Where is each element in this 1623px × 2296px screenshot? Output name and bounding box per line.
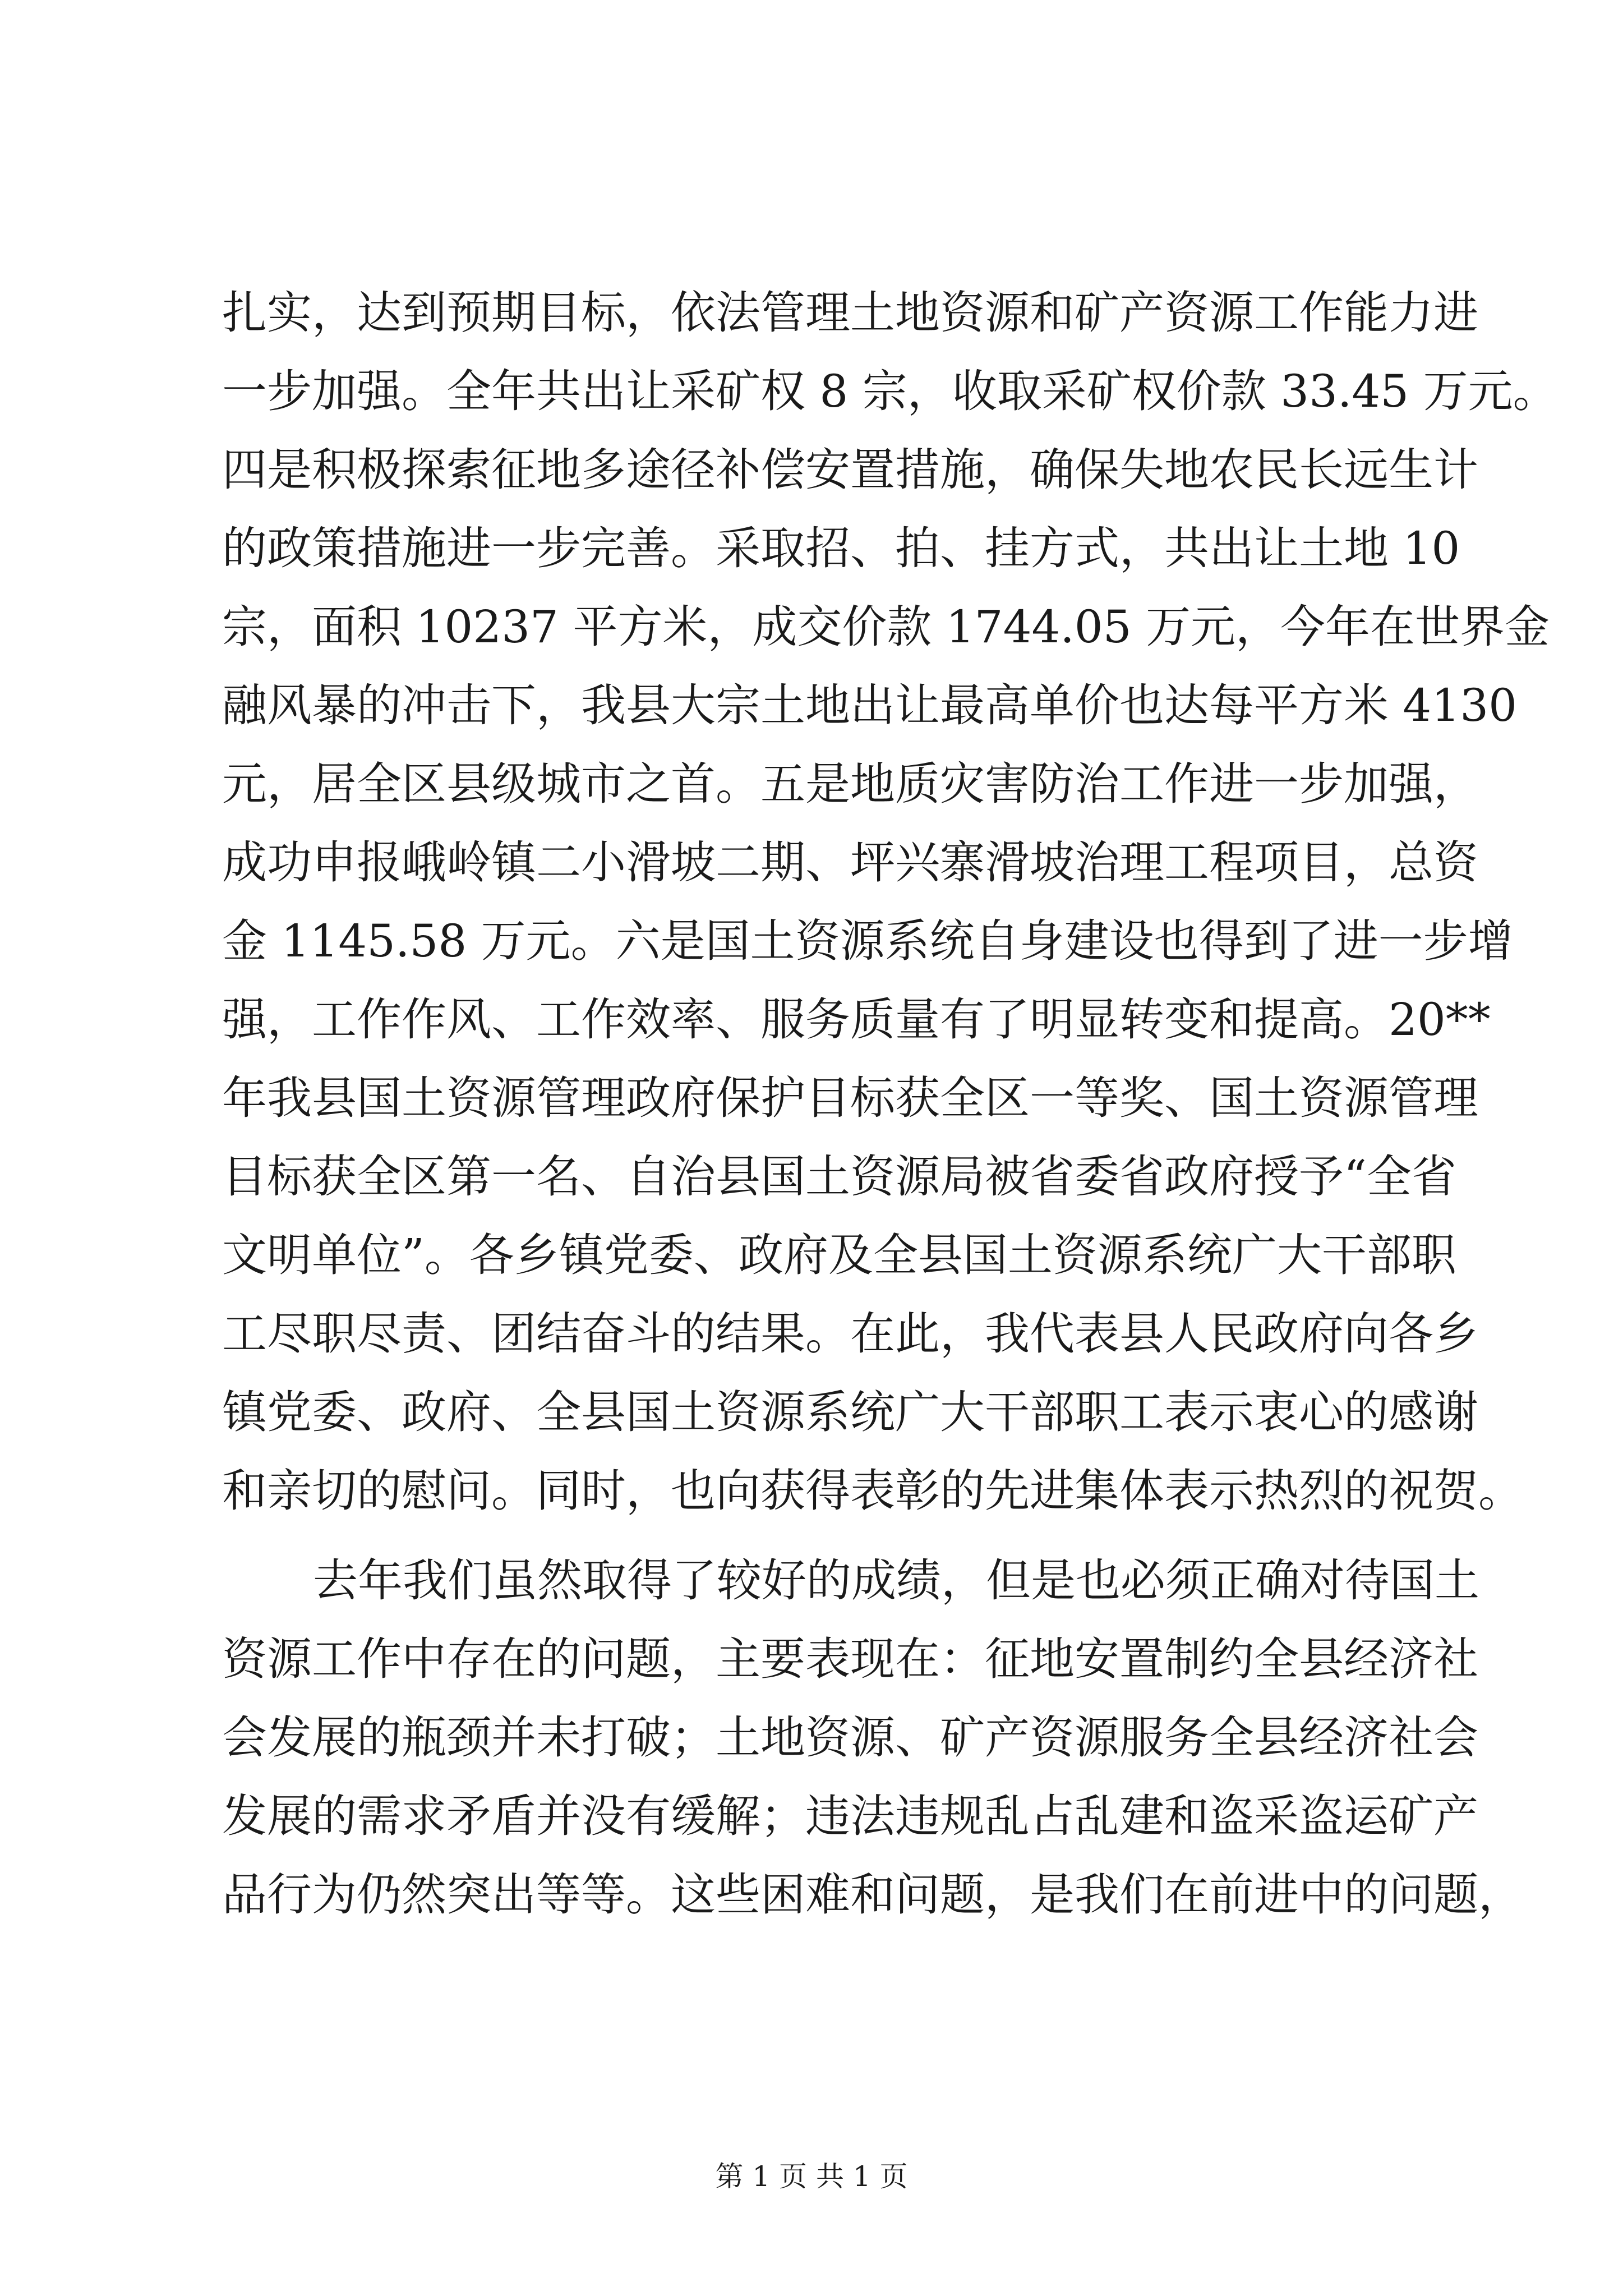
text-line: 成功申报峨岭镇二小滑坡二期、坪兴寨滑坡治理工程项目，总资: [222, 836, 1478, 889]
text-line: 年我县国土资源管理政府保护目标获全区一等奖、国土资源管理: [222, 1072, 1478, 1124]
text-line: 元，居全区县级城市之首。五是地质灾害防治工作进一步加强，: [222, 758, 1478, 810]
text-line: 资源工作中存在的问题，主要表现在：征地安置制约全县经济社: [222, 1633, 1478, 1685]
text-line: 镇党委、政府、全县国土资源系统广大干部职工表示衷心的感谢: [222, 1386, 1478, 1438]
text-line: 会发展的瓶颈并未打破；土地资源、矿产资源服务全县经济社会: [222, 1711, 1478, 1764]
text-line: 发展的需求矛盾并没有缓解；违法违规乱占乱建和盗采盗运矿产: [222, 1790, 1478, 1842]
text-line: 目标获全区第一名、自治县国土资源局被省委省政府授予“全省: [222, 1151, 1456, 1203]
text-line: 宗，面积 10237 平方米，成交价款 1744.05 万元，今年在世界金: [222, 601, 1550, 653]
text-line: 一步加强。全年共出让采矿权 8 宗，收取采矿权价款 33.45 万元。: [222, 365, 1558, 417]
text-line: 四是积极探索征地多途径补偿安置措施，确保失地农民长远生计: [222, 444, 1478, 496]
text-line: 品行为仍然突出等等。这些困难和问题，是我们在前进中的问题，: [222, 1869, 1523, 1921]
text-line: 工尽职尽责、团结奋斗的结果。在此，我代表县人民政府向各乡: [222, 1308, 1478, 1360]
text-line: 和亲切的慰问。同时，也向获得表彰的先进集体表示热烈的祝贺。: [222, 1465, 1523, 1517]
text-line: 强，工作作风、工作效率、服务质量有了明显转变和提高。20**: [222, 993, 1491, 1046]
text-line: 的政策措施进一步完善。采取招、拍、挂方式，共出让土地 10: [222, 522, 1460, 574]
text-line: 融风暴的冲击下，我县大宗土地出让最高单价也达每平方米 4130: [222, 679, 1518, 731]
text-line: 金 1145.58 万元。六是国土资源系统自身建设也得到了进一步增: [222, 915, 1513, 967]
page-number-footer: 第 1 页 共 1 页: [715, 2160, 908, 2193]
paragraph-first-line: 去年我们虽然取得了较好的成绩，但是也必须正确对待国土: [313, 1554, 1479, 1607]
text-line: 文明单位”。各乡镇党委、政府及全县国土资源系统广大干部职: [222, 1229, 1456, 1281]
text-line: 扎实，达到预期目标，依法管理土地资源和矿产资源工作能力进: [222, 287, 1478, 339]
